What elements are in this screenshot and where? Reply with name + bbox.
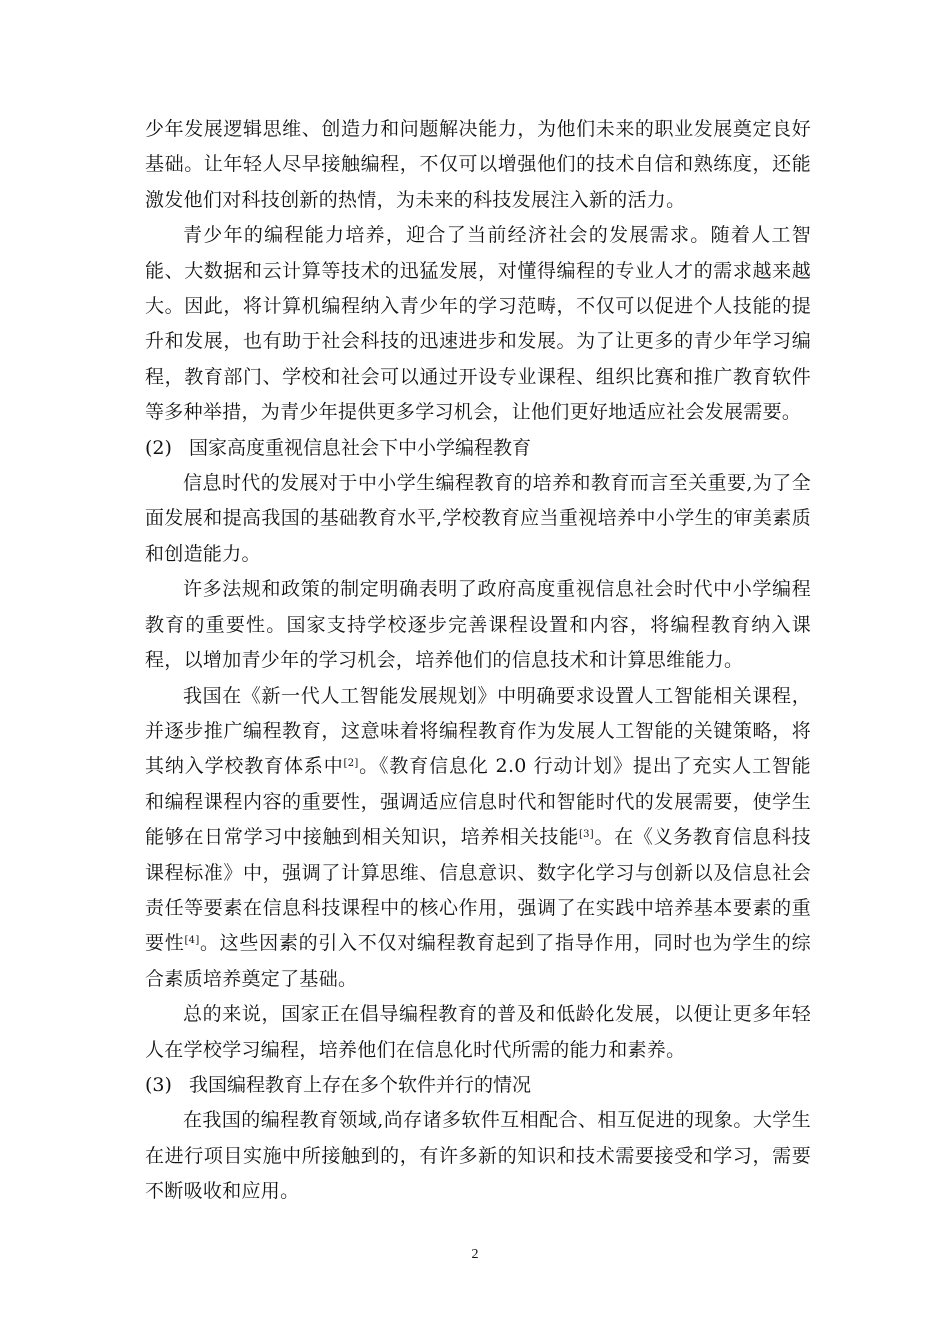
section-heading-2 bbox=[145, 431, 811, 466]
paragraph-text: 少年发展逻辑思维、创造力和问题解决能力，为他们未来的职业发展奠定良好基础。让年轻人尽早接触编程，不仅可以增强他们的技术自信和熟练度，还能激发他们对科技创新的热情，为未来的科技发展注入新的活力。 bbox=[145, 118, 811, 211]
heading-text: 国家高度重视信息社会下中小学编程教育 bbox=[189, 436, 532, 459]
paragraph-text: 在我国的编程教育领域,尚存诸多软件互相配合、相互促进的现象。大学生在进行项目实施中所接触到的，有许多新的知识和技术需要接受和学习，需要不断吸收和应用。 bbox=[145, 1109, 811, 1203]
paragraph-policies bbox=[145, 572, 811, 678]
citation-3[interactable]: [3] bbox=[578, 829, 595, 841]
paragraph-text: 。《教育信息化 2.0 行动计划》提出了充实人工智能和编程课程内容的重要性，强调适应信息时代和智能时代的发展需要，使学生能够在日常学习中接触到相关知识，培养相关技能 bbox=[145, 755, 811, 849]
paragraph-text: 。在《义务教育信息科技课程标准》中，强调了计算思维、信息意识、数字化学习与创新以及信息社会责任等要素在信息科技课程中的核心作用，强调了在实践中培养基本要素的重要性 bbox=[145, 826, 811, 955]
paragraph-software bbox=[145, 1103, 811, 1209]
paragraph-intro-continued bbox=[145, 112, 811, 218]
page-number: 2 bbox=[471, 1247, 479, 1262]
heading-text: 我国编程教育上存在多个软件并行的情况 bbox=[189, 1073, 532, 1096]
section-heading-3 bbox=[145, 1068, 811, 1103]
paragraph-text: 信息时代的发展对于中小学生编程教育的培养和教育而言至关重要,为了全面发展和提高我国的基础教育水平,学校教育应当重视培养中小学生的审美素质和创造能力。 bbox=[145, 472, 811, 565]
paragraph-youth-programming bbox=[145, 218, 811, 430]
citation-2[interactable]: [2] bbox=[343, 758, 359, 770]
paragraph-text: 总的来说，国家正在倡导编程教育的普及和低龄化发展，以便让更多年轻人在学校学习编程，培养他们在信息化时代所需的能力和素养。 bbox=[145, 1003, 811, 1061]
document-body bbox=[145, 112, 811, 1210]
paragraph-text: 我国在《新一代人工智能发展规划》中明确要求设置人工智能相关课程，并逐步推广编程教育，这意味着将编程教育作为发展人工智能的关键策略，将其纳入学校教育体系中 bbox=[145, 684, 811, 778]
paragraph-information-age bbox=[145, 466, 811, 572]
citation-4[interactable]: [4] bbox=[184, 935, 200, 947]
paragraph-summary bbox=[145, 997, 811, 1068]
heading-number: (3) bbox=[145, 1073, 172, 1096]
paragraph-national-plans bbox=[145, 679, 811, 998]
paragraph-text: 许多法规和政策的制定明确表明了政府高度重视信息社会时代中小学编程教育的重要性。国家支持学校逐步完善课程设置和内容，将编程教育纳入课程，以增加青少年的学习机会，培养他们的信息技术和计算思维能力。 bbox=[145, 578, 811, 672]
paragraph-text: 。这些因素的引入不仅对编程教育起到了指导作用，同时也为学生的综合素质培养奠定了基础。 bbox=[145, 932, 811, 990]
paragraph-text: 青少年的编程能力培养，迎合了当前经济社会的发展需求。随着人工智能、大数据和云计算等技术的迅猛发展，对懂得编程的专业人才的需求越来越大。因此，将计算机编程纳入青少年的学习范畴，不仅可以促进个人技能的提升和发展，也有助于社会科技的迅速进步和发展。为了让更多的青少年学习编程，教育部门、学校和社会可以通过开设专业课程、组织比赛和推广教育软件等多种举措，为青少年提供更多学习机会，让他们更好地适应社会发展需要。 bbox=[145, 224, 811, 424]
heading-number: (2) bbox=[145, 436, 172, 459]
